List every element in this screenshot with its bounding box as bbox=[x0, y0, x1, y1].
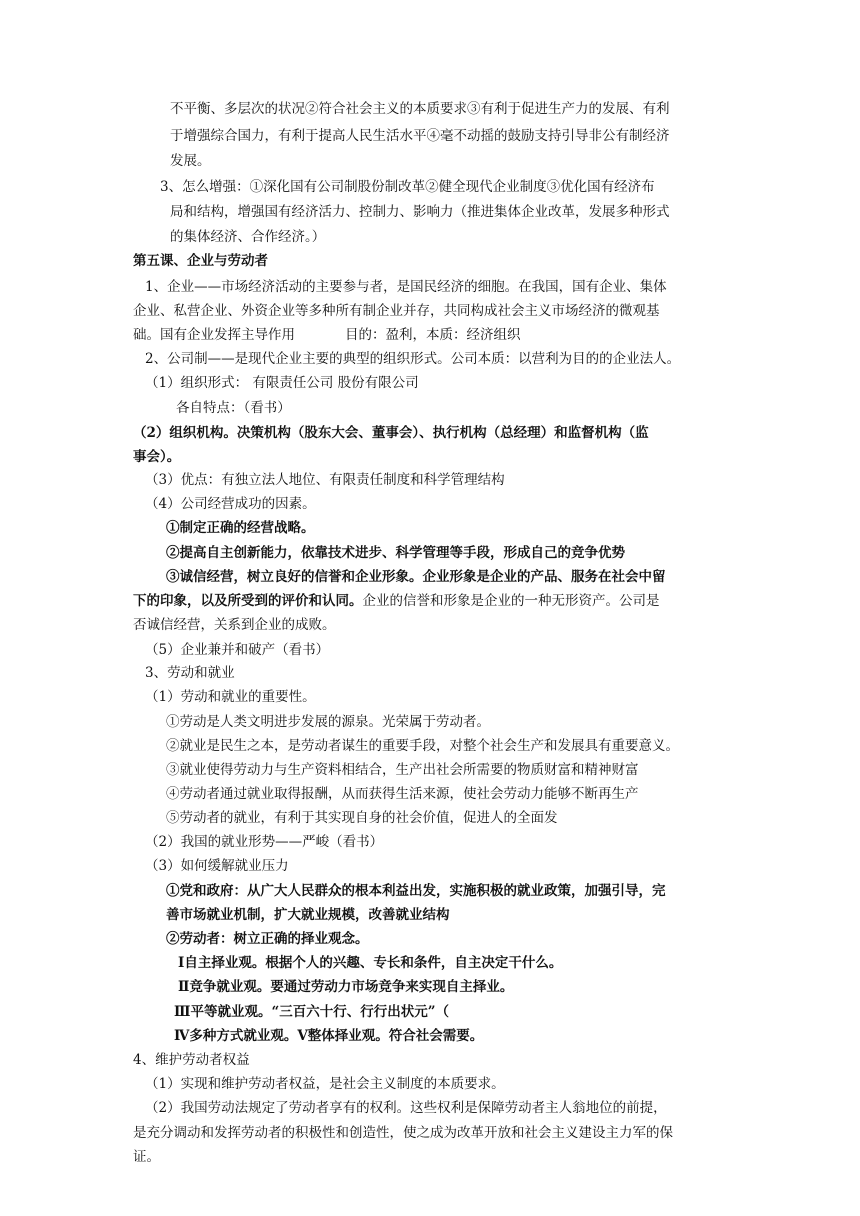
text-line: 局和结构，增强国有经济活力、控制力、影响力（推进集体企业改革，发展多种形式 bbox=[170, 204, 670, 220]
text-line: 2、公司制——是现代企业主要的典型的组织形式。公司本质：以营利为目的的企业法人。 bbox=[145, 351, 681, 367]
text-line: ①制定正确的经营战略。 bbox=[166, 520, 315, 536]
text-line: （2）我国劳动法规定了劳动者享有的权利。这些权利是保障劳动者主人翁地位的前提， bbox=[145, 1100, 667, 1116]
text-line: Ⅱ竞争就业观。要通过劳动力市场竞争来实现自主择业。 bbox=[178, 979, 514, 995]
text-line: （2）组织机构。决策机构（股东大会、董事会）、执行机构（总经理）和监督机构（监 bbox=[133, 425, 649, 441]
text-line: （3）如何缓解就业压力 bbox=[145, 858, 289, 874]
text-segment: 下的印象，以及所受到的评价和认同。 bbox=[133, 593, 363, 609]
text-line: 证。 bbox=[133, 1149, 160, 1165]
text-line: （1）实现和维护劳动者权益，是社会主义制度的本质要求。 bbox=[145, 1076, 505, 1092]
text-line: 于增强综合国力，有利于提高人民生活水平④毫不动摇的鼓励支持引导非公有制经济 bbox=[170, 128, 670, 144]
text-line: 4、维护劳动者权益 bbox=[133, 1052, 250, 1068]
text-line: 的集体经济、合作经济。） bbox=[170, 229, 326, 245]
text-line: Ⅲ平等就业观。“三百六十行、行行出状元”（ bbox=[174, 1004, 449, 1020]
text-line: （1）劳动和就业的重要性。 bbox=[145, 689, 316, 705]
text-line: 善市场就业机制，扩大就业规模，改善就业结构 bbox=[166, 907, 450, 923]
text-line: 不平衡、多层次的状况②符合社会主义的本质要求③有利于促进生产力的发展、有利 bbox=[170, 101, 670, 117]
text-segment: 企业的信誉和形象是企业的一种无形资产。公司是 bbox=[362, 593, 660, 609]
text-line: 1、企业——市场经济活动的主要参与者，是国民经济的细胞。在我国，国有企业、集体 bbox=[145, 279, 667, 295]
text-line: 否诚信经营，关系到企业的成败。 bbox=[133, 617, 336, 633]
text-line: 各自特点：（看书） bbox=[176, 400, 291, 416]
section-heading: 第五课、企业与劳动者 bbox=[133, 253, 268, 269]
text-line: ②就业是民生之本，是劳动者谋生的重要手段，对整个社会生产和发展具有重要意义。 bbox=[166, 738, 679, 754]
text-line: 事会）。 bbox=[133, 449, 181, 465]
text-line: （3）优点：有独立法人地位、有限责任制度和科学管理结构 bbox=[145, 472, 505, 488]
text-line: Ⅰ自主择业观。根据个人的兴趣、专长和条件，自主决定干什么。 bbox=[178, 955, 563, 971]
text-line: （5）企业兼并和破产（看书） bbox=[145, 642, 330, 658]
text-line: ①党和政府：从广大人民群众的根本利益出发，实施积极的就业政策，加强引导，完 bbox=[166, 883, 666, 899]
text-segment: 目的：盈利，本质：经济组织 bbox=[345, 327, 521, 343]
text-line: Ⅳ多种方式就业观。Ⅴ整体择业观。符合社会需要。 bbox=[174, 1028, 484, 1044]
text-segment: 础。国有企业发挥主导作用 bbox=[133, 327, 295, 343]
text-line: 是充分调动和发挥劳动者的积极性和创造性，使之成为改革开放和社会主义建设主力军的保 bbox=[133, 1125, 673, 1141]
text-line: 发展。 bbox=[170, 153, 211, 169]
text-line: ①劳动是人类文明进步发展的源泉。光荣属于劳动者。 bbox=[166, 714, 490, 730]
text-line: ③诚信经营，树立良好的信誉和企业形象。企业形象是企业的产品、服务在社会中留 bbox=[166, 569, 666, 585]
text-line bbox=[133, 590, 660, 613]
text-line: 3、怎么增强：①深化国有公司制股份制改革②健全现代企业制度③优化国有经济布 bbox=[160, 179, 655, 195]
text-line: 企业、私营企业、外资企业等多种所有制企业并存，共同构成社会主义市场经济的微观基 bbox=[133, 303, 660, 319]
text-line: ⑤劳动者的就业，有利于其实现自身的社会价值，促进人的全面发 bbox=[166, 810, 558, 826]
text-line: ②提高自主创新能力，依靠技术进步、科学管理等手段，形成自己的竞争优势 bbox=[166, 545, 625, 561]
text-line: （1）组织形式： 有限责任公司 股份有限公司 bbox=[145, 375, 419, 391]
text-line: ②劳动者：树立正确的择业观念。 bbox=[166, 931, 369, 947]
text-line: 3、劳动和就业 bbox=[145, 665, 235, 681]
text-line: ③就业使得劳动力与生产资料相结合，生产出社会所需要的物质财富和精神财富 bbox=[166, 762, 639, 778]
text-line: （4）公司经营成功的因素。 bbox=[145, 496, 316, 512]
text-line bbox=[133, 324, 521, 347]
text-line: （2）我国的就业形势——严峻（看书） bbox=[145, 834, 384, 850]
text-line: ④劳动者通过就业取得报酬，从而获得生活来源，使社会劳动力能够不断再生产 bbox=[166, 786, 639, 802]
